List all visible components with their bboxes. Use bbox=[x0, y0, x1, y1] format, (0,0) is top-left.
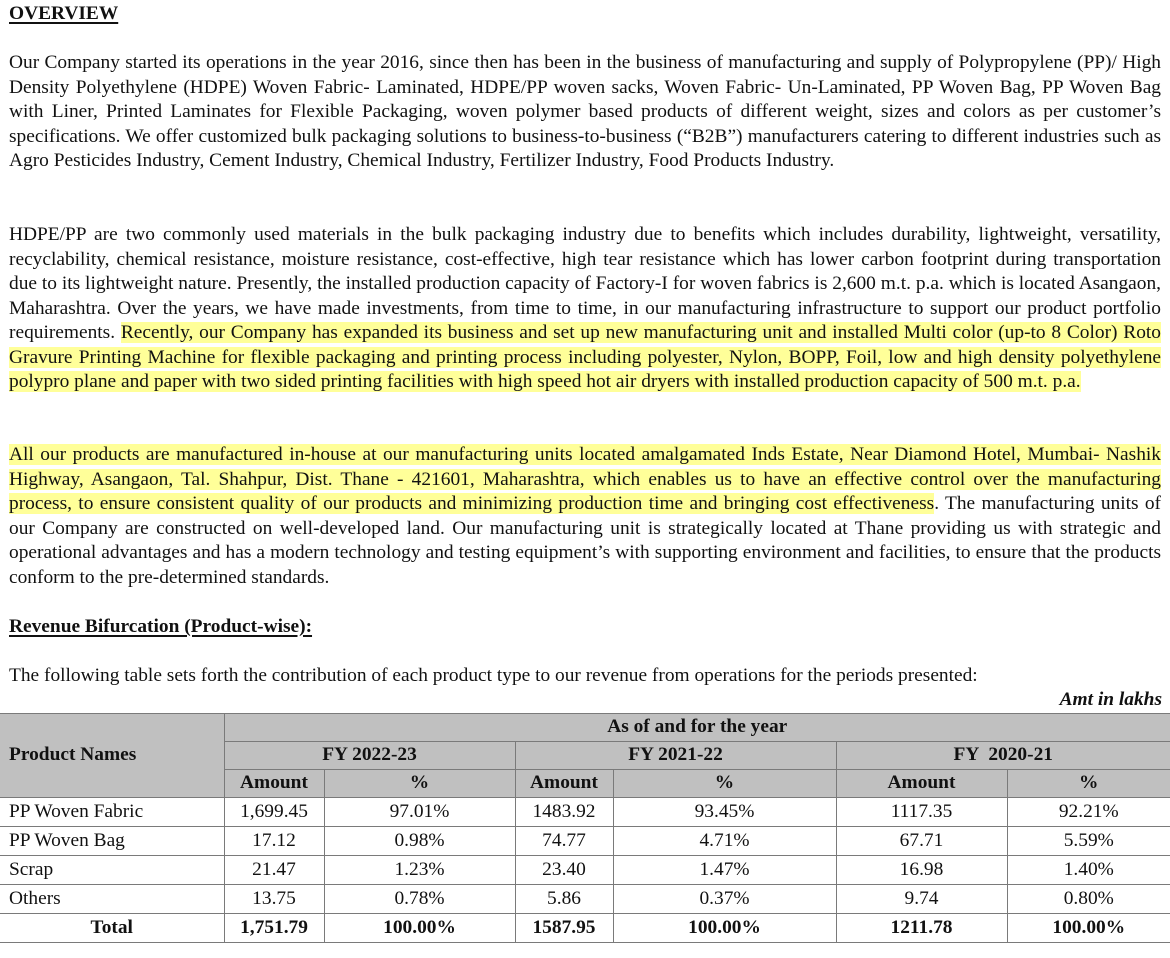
header-amount: Amount bbox=[515, 770, 613, 798]
total-label: Total bbox=[0, 914, 224, 943]
table-intro-text: The following table sets forth the contribution of each product type to our revenue from operations for the periods presented: bbox=[9, 665, 978, 686]
header-percent: % bbox=[324, 770, 515, 798]
header-year-3: FY 2020-21 bbox=[836, 742, 1170, 770]
cell-value: 5.59% bbox=[1007, 827, 1170, 856]
overview-heading: OVERVIEW bbox=[9, 3, 119, 24]
product-name: Others bbox=[0, 885, 224, 914]
cell-value: 1117.35 bbox=[836, 798, 1007, 827]
paragraph-2-highlight: Recently, our Company has expanded its business and set up new manufacturing unit and installed Multi color (up-to 8 Color) Roto Gravure Printing Machine for flexible packaging and printing process including polyester, Nylon, BOPP, Foil, low and high density polyethylene polypro plane and paper with two sided printing facilities with high speed hot air dryers with installed production capacity of 500 m.t. p.a. bbox=[9, 322, 1161, 392]
cell-value: 1,699.45 bbox=[224, 798, 324, 827]
total-value: 1587.95 bbox=[515, 914, 613, 943]
header-amount: Amount bbox=[224, 770, 324, 798]
cell-value: 13.75 bbox=[224, 885, 324, 914]
cell-value: 9.74 bbox=[836, 885, 1007, 914]
revenue-table bbox=[0, 713, 1170, 943]
cell-value: 0.80% bbox=[1007, 885, 1170, 914]
cell-value: 16.98 bbox=[836, 856, 1007, 885]
cell-value: 1.40% bbox=[1007, 856, 1170, 885]
table-row bbox=[0, 885, 1170, 914]
header-year-1: FY 2022-23 bbox=[224, 742, 515, 770]
revenue-heading: Revenue Bifurcation (Product-wise): bbox=[9, 616, 313, 637]
total-value: 1,751.79 bbox=[224, 914, 324, 943]
product-name: Scrap bbox=[0, 856, 224, 885]
overview-paragraph-2 bbox=[9, 223, 1161, 395]
header-percent: % bbox=[1007, 770, 1170, 798]
cell-value: 21.47 bbox=[224, 856, 324, 885]
header-percent: % bbox=[613, 770, 836, 798]
cell-value: 4.71% bbox=[613, 827, 836, 856]
paragraph-2-text: HDPE/PP are two commonly used materials in the bulk packaging industry due to benefits which includes durability, lightweight, versatility, recyclability, chemical resistance, moisture resistance, cost-effective, high tear resistance which has lower carbon footprint during transportation due to its lightweight nature. Presently, the installed production capacity of Factory-I for woven fabrics is 2,600 m.t. p.a. which is located Asangaon, Maharashtra. Over the years, we have made investments, from time to time, in our manufacturing infrastructure to support our product portfolio requirements. bbox=[9, 224, 1161, 343]
header-group: As of and for the year bbox=[224, 714, 1170, 742]
product-name: PP Woven Bag bbox=[0, 827, 224, 856]
overview-paragraph-3 bbox=[9, 443, 1161, 590]
cell-value: 17.12 bbox=[224, 827, 324, 856]
cell-value: 0.37% bbox=[613, 885, 836, 914]
total-value: 100.00% bbox=[1007, 914, 1170, 943]
cell-value: 1.47% bbox=[613, 856, 836, 885]
cell-value: 74.77 bbox=[515, 827, 613, 856]
cell-value: 23.40 bbox=[515, 856, 613, 885]
header-year-2: FY 2021-22 bbox=[515, 742, 836, 770]
table-row bbox=[0, 798, 1170, 827]
total-value: 1211.78 bbox=[836, 914, 1007, 943]
paragraph-3-highlight: All our products are manufactured in-house at our manufacturing units located amalgamated Inds Estate, Near Diamond Hotel, Mumbai- Nashik Highway, Asangaon, Tal. Shahpur, Dist. Thane - 421601, Maharashtra, which enables us to have an effective control over the manufacturing process, to ensure consistent quality of our products and minimizing production time and bringing cost effectiveness bbox=[9, 444, 1161, 514]
total-value: 100.00% bbox=[324, 914, 515, 943]
header-product-names: Product Names bbox=[0, 714, 224, 798]
cell-value: 1483.92 bbox=[515, 798, 613, 827]
cell-value: 0.98% bbox=[324, 827, 515, 856]
table-total-row bbox=[0, 914, 1170, 943]
header-amount: Amount bbox=[836, 770, 1007, 798]
product-name: PP Woven Fabric bbox=[0, 798, 224, 827]
cell-value: 92.21% bbox=[1007, 798, 1170, 827]
table-row bbox=[0, 827, 1170, 856]
cell-value: 1.23% bbox=[324, 856, 515, 885]
overview-paragraph-1: Our Company started its operations in the year 2016, since then has been in the business of manufacturing and supply of Polypropylene (PP)/ High Density Polyethylene (HDPE) Woven Fabric- Laminated, HDPE/PP woven sacks, Woven Fabric- Un-Laminated, PP Woven Bag, PP Woven Bag with Liner, Printed Laminates for Flexible Packaging, woven polymer based products of different weight, sizes and colors as per customer’s specifications. We offer customized bulk packaging solutions to business-to-business (“B2B”) manufacturers catering to different industries such as Agro Pesticides Industry, Cement Industry, Chemical Industry, Fertilizer Industry, Food Products Industry. bbox=[9, 52, 1161, 171]
cell-value: 93.45% bbox=[613, 798, 836, 827]
total-value: 100.00% bbox=[613, 914, 836, 943]
cell-value: 67.71 bbox=[836, 827, 1007, 856]
paragraph-3-text: . The manufacturing units of our Company are constructed on well-developed land. Our manufacturing unit is strategically located at Thane providing us with strategic and operational advantages and has a modern technology and testing equipment’s with supporting environment and facilities, to ensure that the products conform to the pre-determined standards. bbox=[9, 493, 1161, 588]
cell-value: 97.01% bbox=[324, 798, 515, 827]
cell-value: 5.86 bbox=[515, 885, 613, 914]
amount-unit-note: Amt in lakhs bbox=[1059, 689, 1162, 710]
table-row bbox=[0, 856, 1170, 885]
cell-value: 0.78% bbox=[324, 885, 515, 914]
